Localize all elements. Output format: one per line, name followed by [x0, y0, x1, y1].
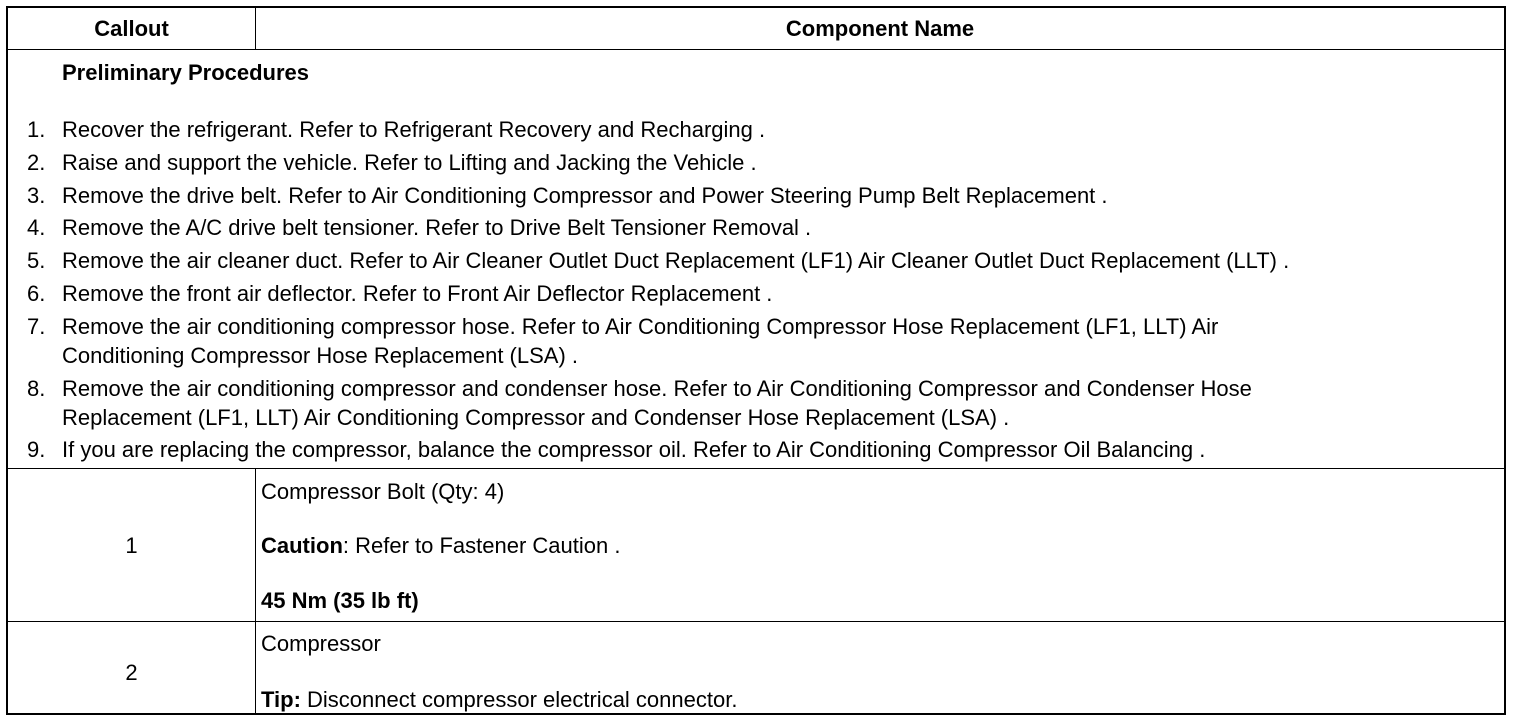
step-number: 1.: [27, 117, 46, 142]
procedure-step: [8, 148, 1498, 177]
callout-number: 2: [125, 660, 138, 685]
caution-text: : Refer to Fastener Caution .: [342, 533, 621, 558]
step-number: 5.: [27, 248, 46, 274]
step-text: Raise and support the vehicle. Refer to Lifting and Jacking the Vehicle .: [62, 149, 757, 175]
step-number: 7.: [27, 313, 46, 339]
step-text: Remove the A/C drive belt tensioner. Refer to Drive Belt Tensioner Removal .: [62, 215, 812, 241]
step-number: 9.: [27, 437, 46, 463]
step-text: If you are replacing the compressor, balance the compressor oil. Refer to Air Conditioning Compressor Oil Balancing .: [62, 437, 1206, 463]
callout-number: 1: [125, 533, 138, 558]
procedure-step: [8, 115, 1498, 144]
step-text-line1: Remove the air conditioning compressor and condenser hose. Refer to Air Conditioning Compressor and Condenser Hose: [62, 375, 1252, 401]
preliminary-procedures-row: [8, 50, 1504, 469]
step-text: Recover the refrigerant. Refer to Refrigerant Recovery and Recharging .: [62, 117, 766, 142]
procedure-steps-list: [8, 115, 1498, 468]
procedure-table: [6, 6, 1506, 715]
step-number: 8.: [27, 375, 46, 401]
step-text: Remove the front air deflector. Refer to Front Air Deflector Replacement .: [62, 280, 773, 306]
component-row: [8, 622, 1504, 715]
procedure-step: [8, 279, 1498, 308]
step-number: 4.: [27, 215, 46, 241]
step-number: 6.: [27, 280, 46, 306]
tip-text: Disconnect compressor electrical connector.: [300, 687, 738, 712]
caution-note: [261, 533, 620, 559]
tip-label: Tip:: [261, 687, 301, 712]
procedure-step: [8, 246, 1498, 275]
column-divider: [255, 469, 256, 621]
step-text: Remove the air cleaner duct. Refer to Air Cleaner Outlet Duct Replacement (LF1) Air Cleaner Outlet Duct Replacement (LLT) .: [62, 248, 1290, 274]
procedure-step: [8, 181, 1498, 210]
tip-note: [261, 687, 737, 713]
procedure-step: [8, 312, 1498, 370]
component-name: Compressor: [261, 631, 381, 656]
preliminary-procedures-title: Preliminary Procedures: [62, 60, 310, 85]
component-row: [8, 469, 1504, 622]
table-header-row: [8, 8, 1504, 50]
column-divider: [255, 622, 256, 715]
step-text-line1: Remove the air conditioning compressor hose. Refer to Air Conditioning Compressor Hose Replacement (LF1, LLT) Air: [62, 313, 1219, 339]
step-text-line2: Replacement (LF1, LLT) Air Conditioning Compressor and Condenser Hose Replacement (LSA) .: [62, 404, 1010, 430]
step-text-line2: Conditioning Compressor Hose Replacement (LSA) .: [62, 342, 579, 368]
step-number: 2.: [27, 149, 46, 175]
caution-label: Caution: [261, 533, 343, 558]
torque-spec: [261, 588, 419, 614]
component-name: Compressor Bolt (Qty: 4): [261, 479, 505, 504]
step-number: 3.: [27, 182, 46, 208]
procedure-step: [8, 435, 1498, 464]
callout-column-header: Callout: [94, 15, 169, 41]
procedure-step: [8, 374, 1498, 432]
torque-value: 45 Nm (35 lb ft): [261, 588, 419, 613]
step-text: Remove the drive belt. Refer to Air Conditioning Compressor and Power Steering Pump Belt Replacement .: [62, 182, 1108, 208]
component-name-column-header: Component Name: [785, 15, 975, 41]
procedure-step: [8, 213, 1498, 242]
